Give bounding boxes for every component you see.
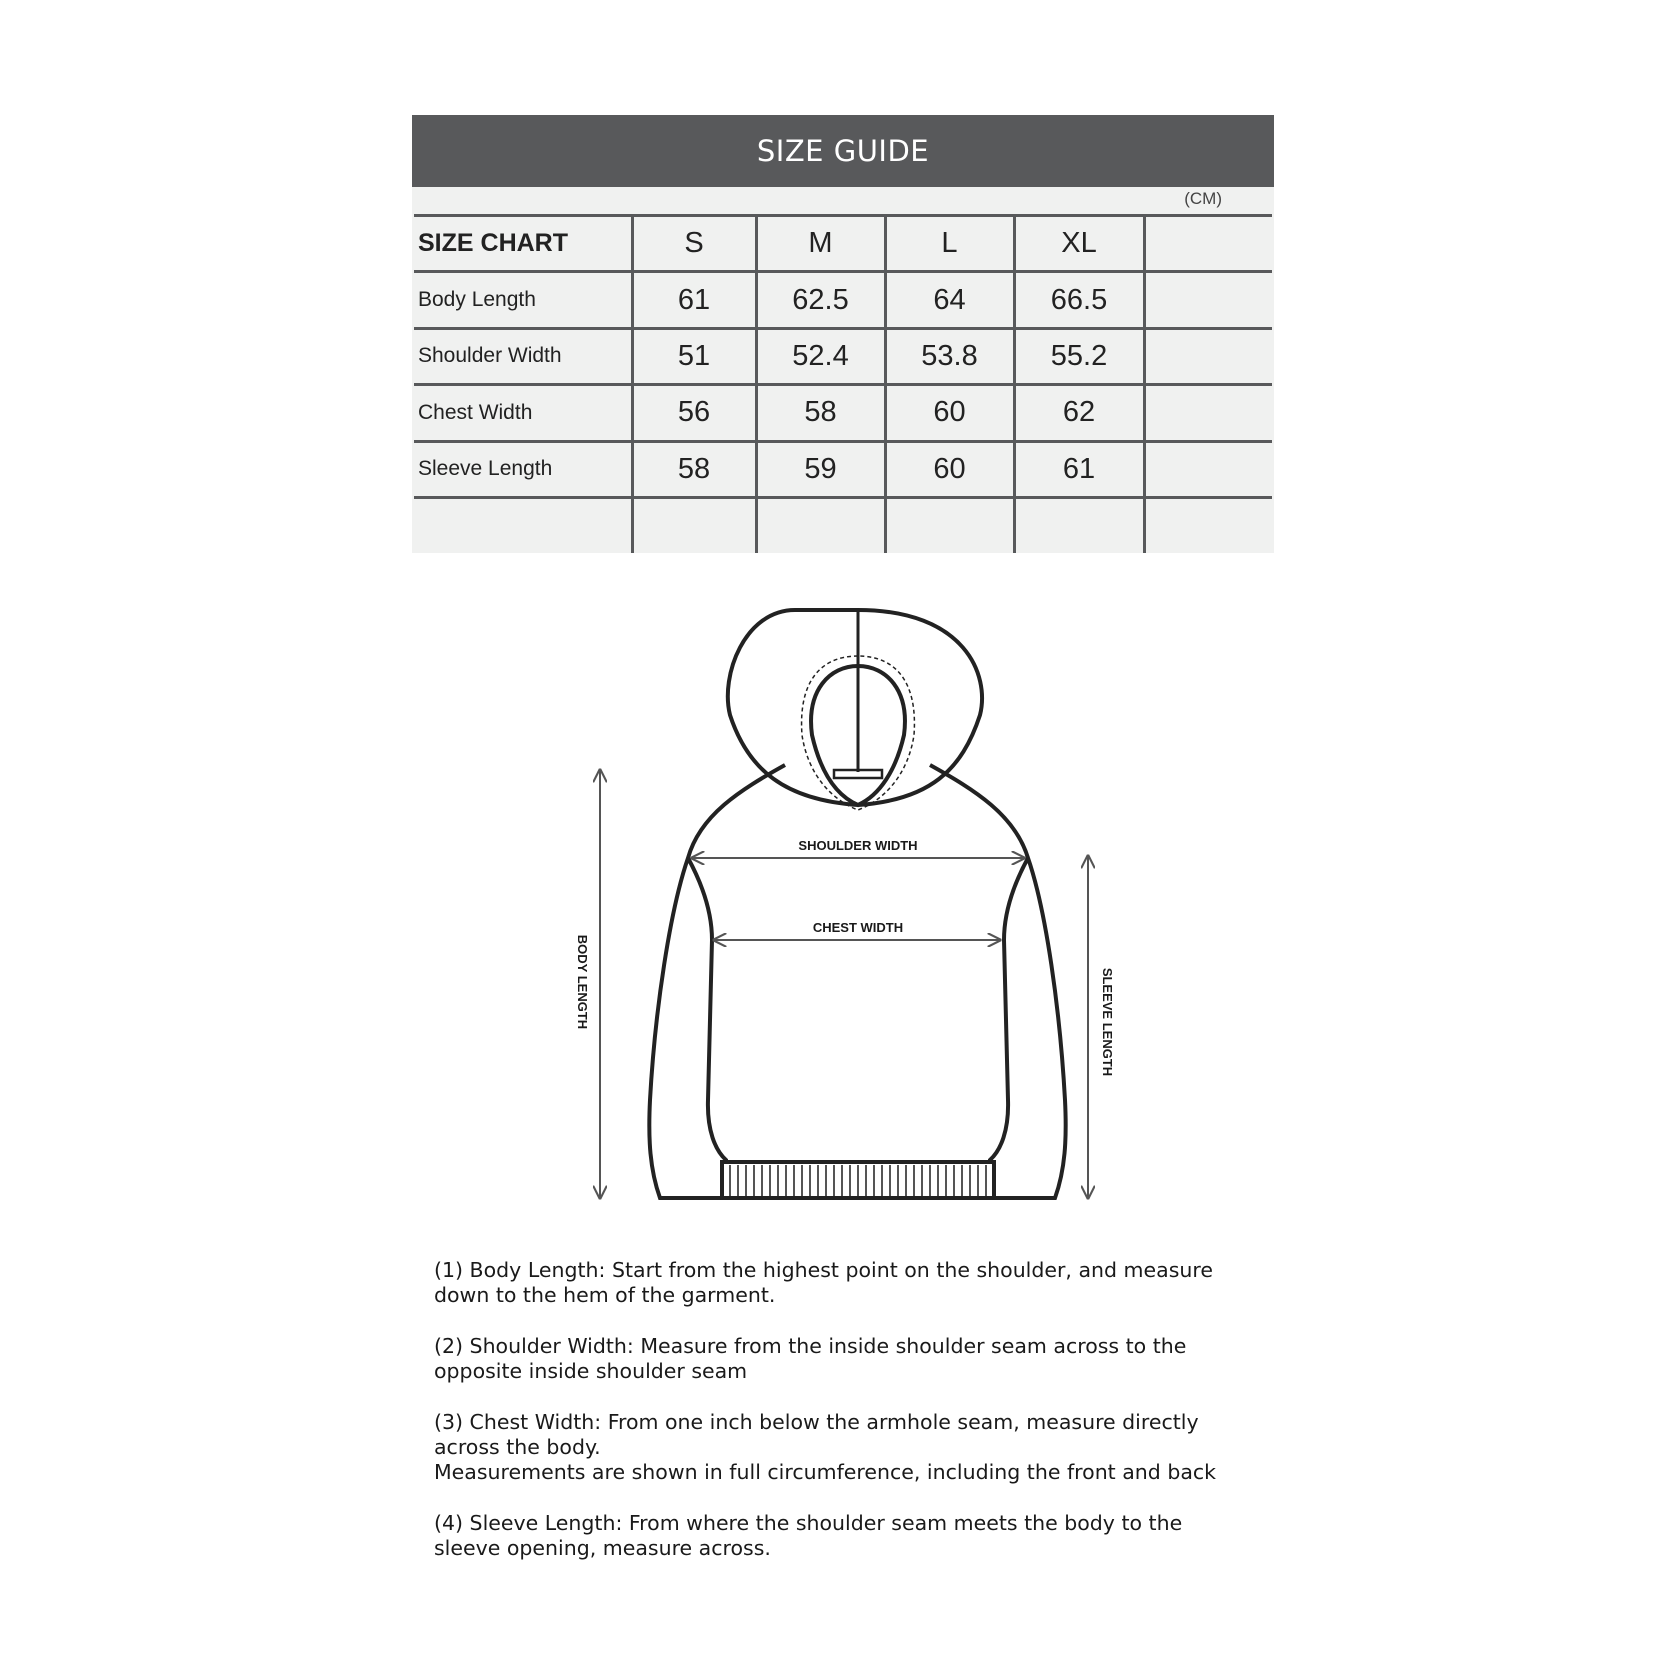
table-cell: 58 xyxy=(632,441,756,497)
table-cell xyxy=(885,498,1014,554)
note-sleeve-length: (4) Sleeve Length: From where the shoulder seam meets the body to the sleeve opening, measure across. xyxy=(434,1511,1183,1560)
table-row xyxy=(414,385,1272,441)
table-cell: 52.4 xyxy=(756,328,885,384)
table-cell: 64 xyxy=(885,272,1014,328)
size-guide xyxy=(412,115,1274,553)
table-header-row xyxy=(414,216,1272,272)
sleeve-length-label: SLEEVE LENGTH xyxy=(1100,967,1115,1077)
neck-band xyxy=(834,770,882,778)
table-cell: 51 xyxy=(632,328,756,384)
size-header xyxy=(1144,216,1272,272)
hoodie-diagram xyxy=(560,600,1115,1220)
table-cell xyxy=(1144,498,1272,554)
body-length-label: BODY LENGTH xyxy=(575,934,590,1030)
table-cell xyxy=(1144,385,1272,441)
table-corner-label: SIZE CHART xyxy=(414,216,632,272)
measurement-notes xyxy=(434,1258,1254,1587)
table-row xyxy=(414,441,1272,497)
unit-label: (CM) xyxy=(1184,189,1222,208)
table-cell xyxy=(1144,441,1272,497)
table-cell: 61 xyxy=(632,272,756,328)
table-cell: 60 xyxy=(885,385,1014,441)
shoulder-width-label: SHOULDER WIDTH xyxy=(798,838,918,853)
table-cell: 59 xyxy=(756,441,885,497)
size-table xyxy=(414,214,1272,553)
table-cell xyxy=(756,498,885,554)
note-chest-width: (3) Chest Width: From one inch below the armhole seam, measure directly across the body. Measurements are shown in full circumference, including the front and back xyxy=(434,1410,1217,1484)
table-cell: 53.8 xyxy=(885,328,1014,384)
table-cell: 66.5 xyxy=(1014,272,1144,328)
table-cell: 56 xyxy=(632,385,756,441)
row-label xyxy=(414,498,632,554)
size-header: XL xyxy=(1014,216,1144,272)
size-header: L xyxy=(885,216,1014,272)
row-label: Body Length xyxy=(414,272,632,328)
table-cell: 55.2 xyxy=(1014,328,1144,384)
table-cell: 62.5 xyxy=(756,272,885,328)
size-header: S xyxy=(632,216,756,272)
row-label: Chest Width xyxy=(414,385,632,441)
table-cell: 61 xyxy=(1014,441,1144,497)
table-row xyxy=(414,272,1272,328)
table-cell: 60 xyxy=(885,441,1014,497)
chest-width-label: CHEST WIDTH xyxy=(812,920,904,935)
size-header: M xyxy=(756,216,885,272)
table-cell: 58 xyxy=(756,385,885,441)
table-cell xyxy=(632,498,756,554)
body-outline xyxy=(649,765,1065,1198)
note-shoulder-width: (2) Shoulder Width: Measure from the inside shoulder seam across to the opposite inside shoulder seam xyxy=(434,1334,1187,1383)
note-body-length: (1) Body Length: Start from the highest point on the shoulder, and measure down to the hem of the garment. xyxy=(434,1258,1213,1307)
table-cell xyxy=(1144,328,1272,384)
table-row-empty xyxy=(414,498,1272,554)
table-cell: 62 xyxy=(1014,385,1144,441)
row-label: Shoulder Width xyxy=(414,328,632,384)
table-cell xyxy=(1014,498,1144,554)
table-cell xyxy=(1144,272,1272,328)
table-row xyxy=(414,328,1272,384)
row-label: Sleeve Length xyxy=(414,441,632,497)
guide-title: SIZE GUIDE xyxy=(412,115,1274,187)
